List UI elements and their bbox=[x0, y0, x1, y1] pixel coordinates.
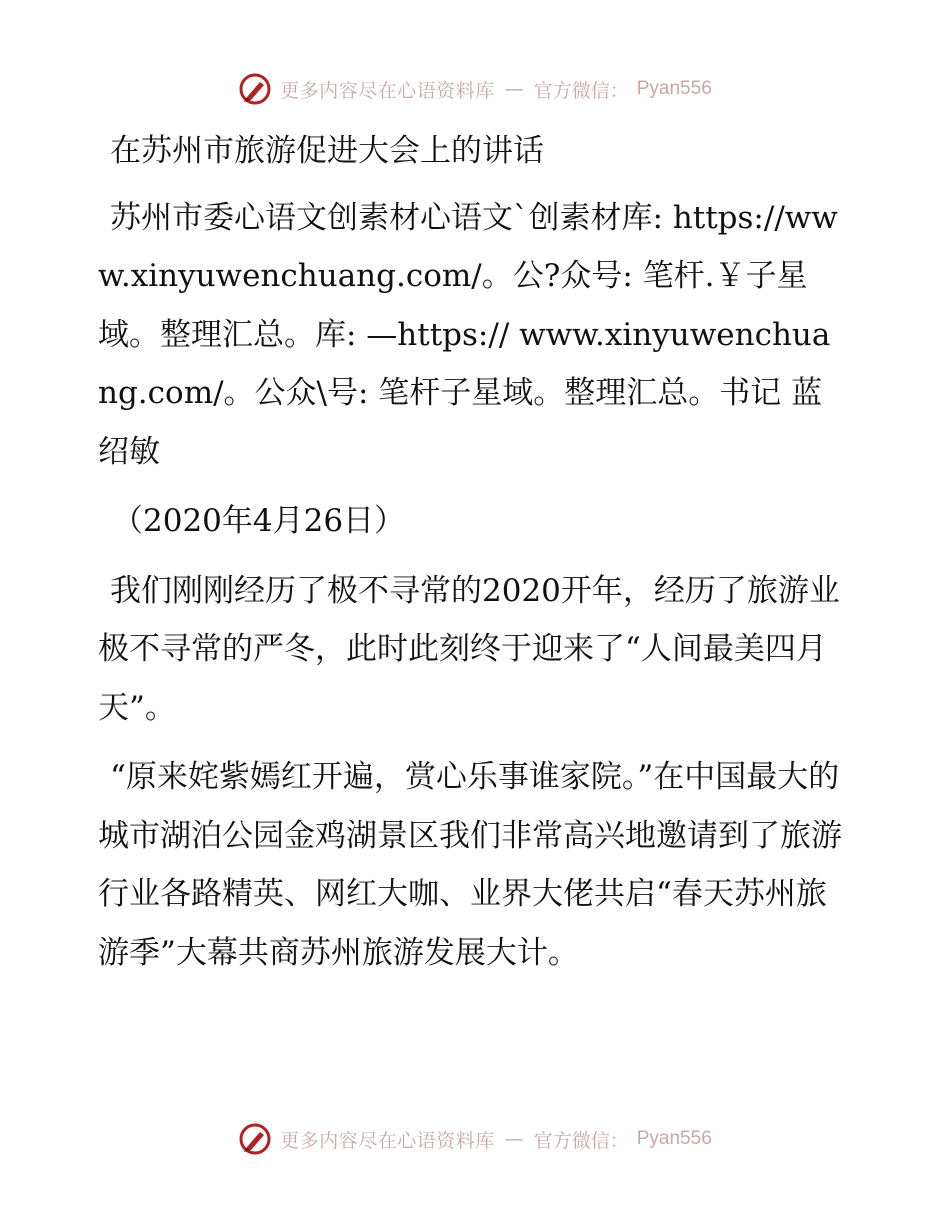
banner-wechat-label: 官方微信： bbox=[533, 79, 629, 102]
header-watermark-banner bbox=[0, 72, 950, 106]
banner-text: 更多内容尽在心语资料库 bbox=[280, 79, 495, 102]
paragraph-2: “原来姹紫嫣红开遍，赏心乐事谁家院。”在中国最大的城市湖泊公园金鸡湖景区我们非常高兴地邀请到了旅游行业各路精英、网红大咖、业界大佬共启“春天苏州旅游季”大幕共商苏州旅游发展大计。 bbox=[98, 759, 842, 971]
pen-logo-icon bbox=[238, 72, 272, 106]
banner-wechat-label: 官方微信： bbox=[533, 1129, 629, 1152]
document-title: 在苏州市旅游促进大会上的讲话 bbox=[110, 133, 544, 169]
paragraph-1: 我们刚刚经历了极不寻常的2020开年，经历了旅游业极不寻常的严冬，此时此刻终于迎来了“人间最美四月天”。 bbox=[98, 572, 840, 726]
speech-date: （2020年4月26日） bbox=[112, 503, 406, 539]
banner-dash: — bbox=[504, 78, 524, 100]
banner-wechat-id: Pyan556 bbox=[636, 1128, 712, 1149]
document-body bbox=[98, 122, 850, 993]
author-block: 苏州市委心语文创素材心语文`创素材库: https://www.xinyuwenchuang.com/。公?众号: 笔杆.￥子星域。整理汇总。库: —https:// www.xinyuwenchuang.com/。公众\号: 笔杆子星域。整理汇总。书记 蓝绍敏 bbox=[98, 199, 838, 470]
banner-text: 更多内容尽在心语资料库 bbox=[280, 1129, 495, 1152]
banner-wechat-id: Pyan556 bbox=[636, 78, 712, 99]
banner-dash: — bbox=[504, 1128, 524, 1150]
footer-watermark-banner bbox=[0, 1122, 950, 1156]
pen-logo-icon bbox=[238, 1122, 272, 1156]
